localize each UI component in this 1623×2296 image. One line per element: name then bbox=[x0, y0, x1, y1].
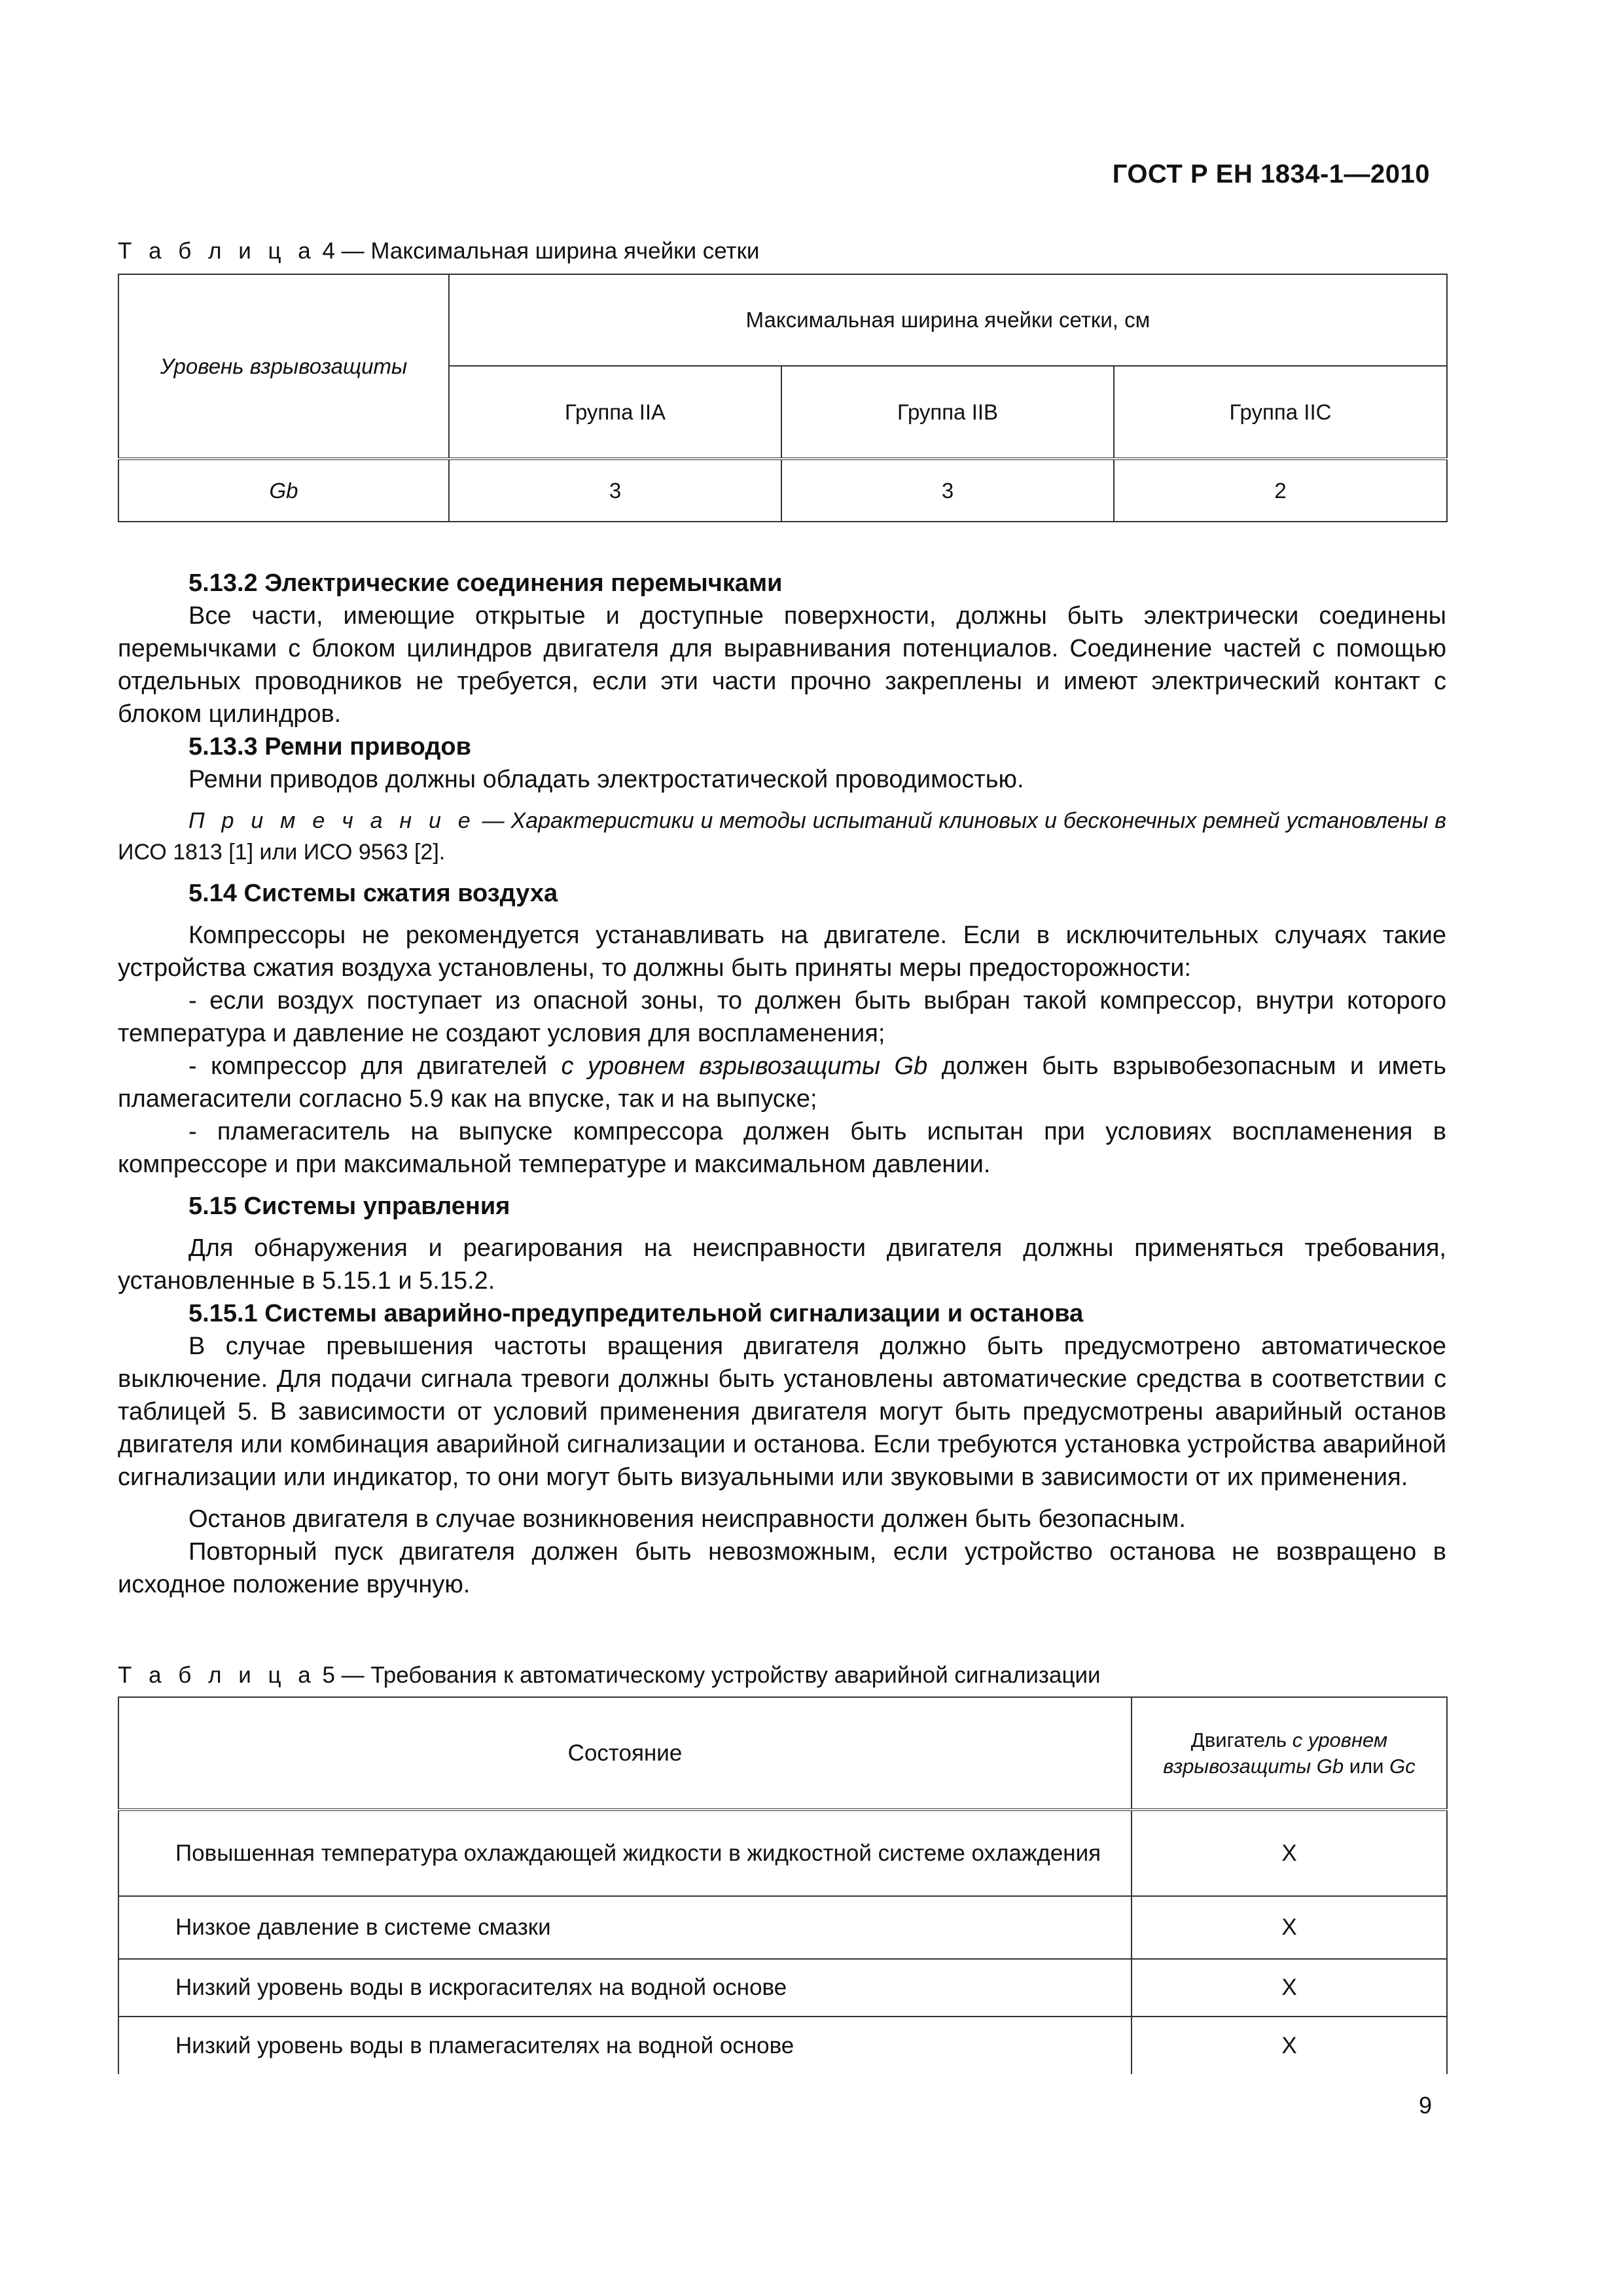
list-item-text: должен быть взрывобезопасным и иметь пламегасители согласно 5.9 как на впуске, так и на выпуске; bbox=[118, 1052, 1446, 1113]
list-item: - пламегаситель на выпуске компрессора должен быть испытан при условиях воспламенения в компрессоре и при максимальной температуре и максимальном давлении. bbox=[118, 1118, 1446, 1178]
paragraph: Компрессоры не рекомендуется устанавливать на двигателе. Если в исключительных случаях такие устройства сжатия воздуха установлены, то должны быть приняты меры предосторожности: bbox=[118, 922, 1446, 982]
table5-mark: X bbox=[1132, 1896, 1447, 1959]
table4-header-level: Уровень взрывозащиты bbox=[118, 274, 449, 459]
table5-state: Повышенная температура охлаждающей жидкости в жидкостной системе охлаждения bbox=[118, 1810, 1132, 1896]
section-heading: 5.15 Системы управления bbox=[188, 1193, 510, 1220]
note-text: — Характеристики и методы испытаний клиновых и бесконечных ремней установлены в bbox=[482, 808, 1446, 833]
section-heading: 5.13.2 Электрические соединения перемычками bbox=[188, 569, 783, 597]
table4 bbox=[118, 274, 1448, 522]
paragraph: Все части, имеющие открытые и доступные поверхности, должны быть электрически соединены перемычками с блоком цилиндров двигателя для выравнивания потенциалов. Соединение частей с помощью отдельных проводников не требуется, если эти части прочно закреплены и имеют электрический контакт с блоком цилиндров. bbox=[118, 602, 1446, 728]
table4-cell-level: Gb bbox=[118, 459, 449, 522]
table4-header-group: Максимальная ширина ячейки сетки, см bbox=[449, 274, 1447, 366]
document-designation: ГОСТ Р ЕН 1834-1—2010 bbox=[1112, 160, 1430, 188]
table5-caption-text: 5 — Требования к автоматическому устройству аварийной сигнализации bbox=[322, 1662, 1101, 1688]
table5-header-engine-a: Двигатель bbox=[1190, 1728, 1287, 1751]
paragraph: Для обнаружения и реагирования на неисправности двигателя должны применяться требования, установленные в 5.15.1 и 5.15.2. bbox=[118, 1234, 1446, 1295]
list-item-italic: с уровнем взрывозащиты Gb bbox=[561, 1052, 928, 1080]
table4-caption-label: Т а б л и ц а bbox=[118, 238, 316, 264]
table5-mark: X bbox=[1132, 1810, 1447, 1896]
table5-state: Низкое давление в системе смазки bbox=[118, 1896, 1132, 1959]
paragraph: Повторный пуск двигателя должен быть невозможным, если устройство останова не возвращено в исходное положение вручную. bbox=[118, 1538, 1446, 1598]
table5-caption bbox=[118, 1662, 1101, 1689]
section-heading: 5.15.1 Системы аварийно-предупредительной сигнализации и останова bbox=[188, 1300, 1084, 1327]
table5-mark: X bbox=[1132, 1959, 1447, 2017]
table5-mark: X bbox=[1132, 2017, 1447, 2074]
table4-header-iia: Группа IIA bbox=[449, 366, 781, 459]
table5-header-engine bbox=[1132, 1697, 1447, 1810]
table4-caption bbox=[118, 238, 759, 264]
table4-header-iib: Группа IIB bbox=[781, 366, 1114, 459]
note-label: П р и м е ч а н и е bbox=[188, 808, 476, 833]
section-heading: 5.13.3 Ремни приводов bbox=[188, 733, 472, 761]
list-item bbox=[118, 1050, 1446, 1115]
paragraph: Ремни приводов должны обладать электростатической проводимостью. bbox=[188, 766, 1024, 793]
list-item-text: - компрессор для двигателей bbox=[188, 1052, 548, 1080]
table4-cell-iia: 3 bbox=[449, 459, 781, 522]
table4-caption-text: 4 — Максимальная ширина ячейки сетки bbox=[322, 238, 760, 264]
table5-header-engine-c: или bbox=[1349, 1754, 1384, 1778]
table4-cell-iic: 2 bbox=[1114, 459, 1447, 522]
body-text bbox=[118, 567, 1446, 1601]
paragraph: В случае превышения частоты вращения двигателя должно быть предусмотрено автоматическое выключение. Для подачи сигнала тревоги должны быть установлены автоматические средства в соответствии с таблицей 5. В зависимости от условий применения двигателя могут быть предусмотрены аварийный останов двигателя или комбинация аварийной сигнализации и останова. Если требуются установка устройства аварийной сигнализации или индикатор, то они могут быть визуальными или звуковыми в зависимости от их применения. bbox=[118, 1333, 1446, 1491]
section-heading: 5.14 Системы сжатия воздуха bbox=[188, 880, 558, 907]
table-row bbox=[118, 459, 1447, 522]
table5-caption-label: Т а б л и ц а bbox=[118, 1662, 316, 1688]
paragraph: Останов двигателя в случае возникновения неисправности должен быть безопасным. bbox=[188, 1505, 1186, 1533]
table5-state: Низкий уровень воды в пламегасителях на водной основе bbox=[118, 2017, 1132, 2074]
table5-header-state: Состояние bbox=[118, 1697, 1132, 1810]
page-number: 9 bbox=[1418, 2092, 1432, 2119]
table5-header-engine-d: Gc bbox=[1389, 1754, 1416, 1778]
note-tail: ИСО 1813 [1] или ИСО 9563 [2]. bbox=[118, 840, 446, 865]
table-row bbox=[118, 1810, 1447, 1896]
table4-header-iic: Группа IIC bbox=[1114, 366, 1447, 459]
table-row bbox=[118, 1896, 1447, 1959]
list-item: - если воздух поступает из опасной зоны, то должен быть выбран такой компрессор, внутри которого температура и давление не создают условия для воспламенения; bbox=[118, 987, 1446, 1047]
note bbox=[118, 805, 1446, 868]
table-row bbox=[118, 2017, 1447, 2074]
table5-state: Низкий уровень воды в искрогасителях на водной основе bbox=[118, 1959, 1132, 2017]
table5-header-engine-b: с уровнем взрывозащиты Gb bbox=[1163, 1728, 1388, 1778]
table-row bbox=[118, 1959, 1447, 2017]
table5 bbox=[118, 1696, 1448, 2074]
table4-cell-iib: 3 bbox=[781, 459, 1114, 522]
